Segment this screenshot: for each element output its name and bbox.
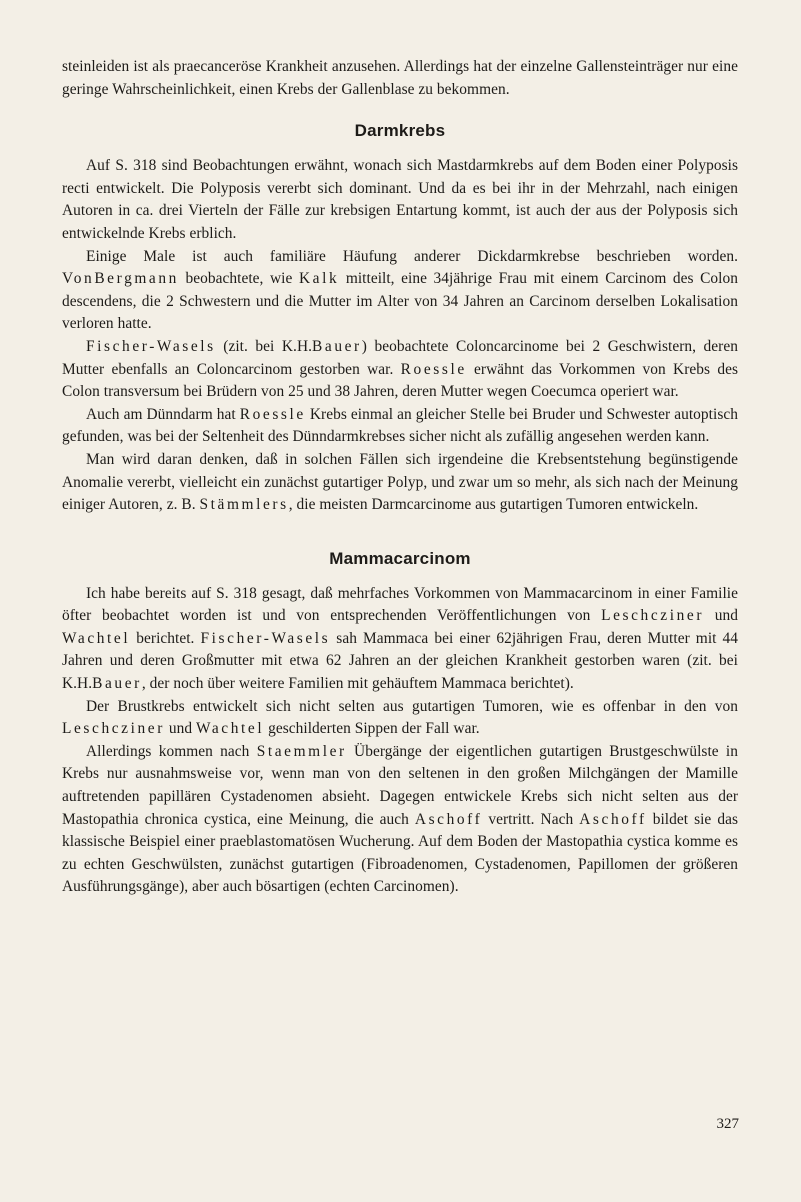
author-name: Roessle xyxy=(239,405,306,423)
darmkrebs-paragraph-4: Auch am Dünndarm hat Roessle Krebs einmal an gleicher Stelle bei Bruder und Schwester autoptisch gefunden, was bei der Seltenheit des Dünndarmkrebses sicher nicht als zufällig angesehen werden kann. xyxy=(62,405,738,446)
author-name: Roessle xyxy=(400,360,467,378)
author-name: Leschcziner xyxy=(62,720,165,738)
mammacarcinom-paragraph-1: Ich habe bereits auf S. 318 gesagt, daß mehrfaches Vorkommen von Mammacarcinom in einer Familie öfter beobachtet worden ist und von entsprechenden Veröffentlichungen von Leschcziner und Wachtel berichtet. Fischer-Wasels sah Mammaca bei einer 62jährigen Frau, deren Mutter mit 44 Jahren und deren Großmutter mit etwa 62 Jahren an der gleichen Krankheit gestorben waren (zit. bei K.H.Bauer, der noch über weitere Familien mit gehäuftem Mammaca berichtet). xyxy=(62,584,739,693)
darmkrebs-paragraph-1: Auf S. 318 sind Beobachtungen erwähnt, wonach sich Mastdarmkrebs auf dem Boden einer Polyposis recti entwickelt. Die Polyposis vererbt sich dominant. Und da es bei ihr in der Mehrzahl, nach einigen Autoren in ca. drei Vierteln der Fälle zur krebsigen Entartung kommt, ist auch der aus der Polyposis sich entwickelnde Krebs erblich. xyxy=(62,157,738,242)
mammacarcinom-paragraph-3: Allerdings kommen nach Staemmler Übergänge der eigentlichen gutartigen Brustgeschwülste in Krebs nur ausnahmsweise vor, wenn man von den seltenen in den großen Milchgängen der Mamille auftretenden papillären Cystadenomen absieht. Dagegen entwickele Krebs sich nicht selten aus der Mastopathia chronica cystica, eine Meinung, die auch Aschoff vertritt. Nach Aschoff bildet sie das klassische Beispiel einer praeblastomatösen Wucherung. Auf dem Boden der Mastopathia cystica komme es zu echten Geschwülsten, zunächst gutartigen (Fibroadenomen, Cystadenomen, Papillomen der größeren Ausführungsgänge), aber auch bösartigen (echten Carcinomen). xyxy=(62,742,738,896)
author-name: Bauer xyxy=(312,337,362,355)
section-heading-mammacarcinom: Mammacarcinom xyxy=(329,548,471,568)
darmkrebs-paragraph-3: Fischer-Wasels (zit. bei K.H.Bauer) beobachtete Coloncarcinome bei 2 Geschwistern, deren Mutter ebenfalls an Coloncarcinom gestorben war. Roessle erwähnt das Vorkommen von Krebs des Colon transversum bei Brüdern von 25 und 38 Jahren, deren Mutter wegen Coecumca operiert war. xyxy=(62,337,738,401)
author-name: Kalk xyxy=(298,270,340,288)
author-name: Wachtel xyxy=(195,720,265,738)
author-name: Stämmlers xyxy=(199,496,289,514)
author-name: Staemmler xyxy=(256,742,347,760)
mammacarcinom-paragraph-2: Der Brustkrebs entwickelt sich nicht selten aus gutartigen Tumoren, wie es offenbar in den von Leschcziner und Wachtel geschilderten Sippen der Fall war. xyxy=(62,697,738,738)
author-name: Aschoff xyxy=(579,810,647,828)
author-name: Wachtel xyxy=(62,629,131,647)
darmkrebs-paragraph-5: Man wird daran denken, daß in solchen Fällen sich irgendeine die Krebsentstehung begünstigende Anomalie vererbt, vielleicht ein zunächst gutartiger Polyp, und zwar um so mehr, als sich nach der Meinung einiger Autoren, z. B. Stämmlers, die meisten Darmcarcinome aus gutartigen Tumoren entwickeln. xyxy=(62,450,738,514)
page-body xyxy=(62,56,738,899)
author-name: Fischer-Wasels xyxy=(86,337,216,355)
author-name: Leschcziner xyxy=(601,607,705,625)
darmkrebs-paragraph-2: Einige Male ist auch familiäre Häufung anderer Dickdarmkrebse beschrieben worden. VonBergmann beobachtete, wie Kalk mitteilt, eine 34jährige Frau mit einem Carcinom des Colon descendens, die 2 Schwestern und die Mutter im Alter von 34 Jahren an Carcinom derselben Lokalisation verloren hatte. xyxy=(62,247,738,333)
author-name: Bauer xyxy=(92,675,142,693)
author-name: Fischer-Wasels xyxy=(200,629,331,647)
page-number: 327 xyxy=(716,1116,739,1132)
section-heading-darmkrebs: Darmkrebs xyxy=(354,121,446,141)
intro-paragraph: steinleiden ist als praecanceröse Krankheit anzusehen. Allerdings hat der einzelne Gallensteinträger nur eine geringe Wahrscheinlichkeit, einen Krebs der Gallenblase zu bekommen. xyxy=(62,58,738,98)
author-name: Aschoff xyxy=(414,810,483,828)
author-name: VonBergmann xyxy=(62,270,179,288)
